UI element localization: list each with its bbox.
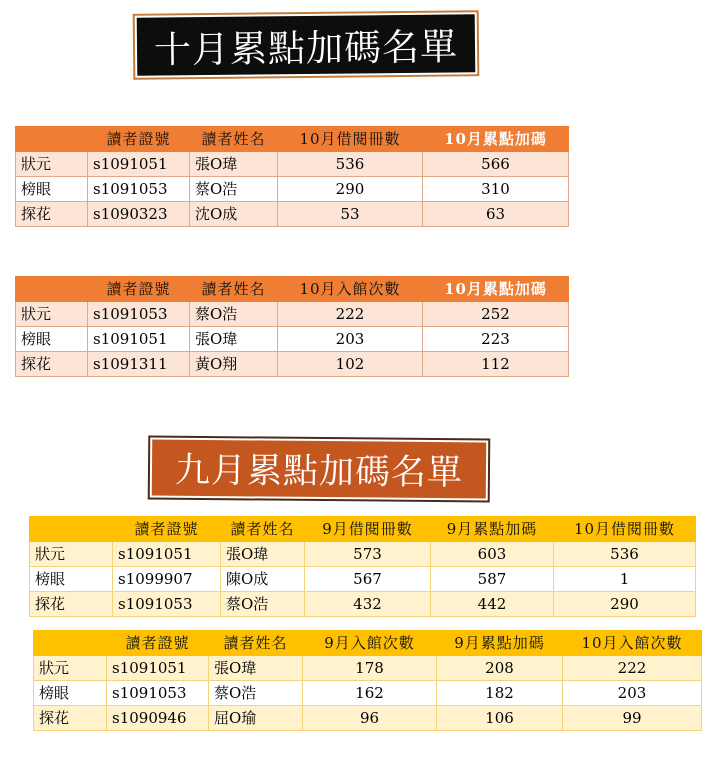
reader-name-cell: 黃O翔 bbox=[190, 352, 278, 377]
reader-id-cell: s1091051 bbox=[88, 152, 190, 177]
header-cell: 讀者姓名 bbox=[190, 127, 278, 152]
value-cell: 536 bbox=[278, 152, 423, 177]
value-cell: 290 bbox=[554, 592, 696, 617]
rank-cell: 榜眼 bbox=[16, 327, 88, 352]
value-cell: 203 bbox=[563, 681, 702, 706]
header-cell: 9月借閱冊數 bbox=[305, 517, 431, 542]
header-cell bbox=[34, 631, 107, 656]
header-cell: 10月累點加碼 bbox=[423, 277, 569, 302]
value-cell: 432 bbox=[305, 592, 431, 617]
header-cell: 讀者證號 bbox=[113, 517, 221, 542]
header-cell: 9月累點加碼 bbox=[431, 517, 554, 542]
header-cell: 10月借閱冊數 bbox=[554, 517, 696, 542]
reader-id-cell: s1091311 bbox=[88, 352, 190, 377]
table-row bbox=[16, 177, 569, 202]
rank-cell: 狀元 bbox=[16, 152, 88, 177]
rank-cell: 榜眼 bbox=[30, 567, 113, 592]
value-cell: 208 bbox=[437, 656, 563, 681]
value-cell: 587 bbox=[431, 567, 554, 592]
october-title: 十月累點加碼名單 bbox=[153, 25, 459, 72]
reader-id-cell: s1091053 bbox=[88, 177, 190, 202]
rank-cell: 榜眼 bbox=[16, 177, 88, 202]
header-cell bbox=[16, 127, 88, 152]
reader-id-cell: s1091051 bbox=[88, 327, 190, 352]
value-cell: 162 bbox=[303, 681, 437, 706]
reader-name-cell: 張O瑋 bbox=[221, 542, 305, 567]
september-title-banner bbox=[152, 440, 486, 499]
reader-name-cell: 蔡O浩 bbox=[190, 177, 278, 202]
table-row bbox=[30, 592, 696, 617]
header-cell: 10月入館次數 bbox=[563, 631, 702, 656]
rank-cell: 探花 bbox=[16, 202, 88, 227]
value-cell: 536 bbox=[554, 542, 696, 567]
value-cell: 222 bbox=[563, 656, 702, 681]
october-borrow-table bbox=[15, 126, 569, 227]
reader-id-cell: s1091053 bbox=[107, 681, 209, 706]
value-cell: 222 bbox=[278, 302, 423, 327]
header-cell: 9月累點加碼 bbox=[437, 631, 563, 656]
value-cell: 53 bbox=[278, 202, 423, 227]
rank-cell: 狀元 bbox=[30, 542, 113, 567]
value-cell: 223 bbox=[423, 327, 569, 352]
reader-name-cell: 蔡O浩 bbox=[190, 302, 278, 327]
september-visit-table bbox=[33, 630, 702, 731]
reader-id-cell: s1091051 bbox=[113, 542, 221, 567]
header-cell: 10月入館次數 bbox=[278, 277, 423, 302]
value-cell: 106 bbox=[437, 706, 563, 731]
table-header-row bbox=[30, 517, 696, 542]
rank-cell: 探花 bbox=[30, 592, 113, 617]
value-cell: 99 bbox=[563, 706, 702, 731]
reader-id-cell: s1090946 bbox=[107, 706, 209, 731]
value-cell: 442 bbox=[431, 592, 554, 617]
value-cell: 310 bbox=[423, 177, 569, 202]
rank-cell: 探花 bbox=[34, 706, 107, 731]
value-cell: 603 bbox=[431, 542, 554, 567]
table-row bbox=[34, 706, 702, 731]
reader-name-cell: 張O瑋 bbox=[190, 152, 278, 177]
value-cell: 252 bbox=[423, 302, 569, 327]
value-cell: 102 bbox=[278, 352, 423, 377]
reader-name-cell: 張O瑋 bbox=[190, 327, 278, 352]
reader-name-cell: 沈O成 bbox=[190, 202, 278, 227]
september-borrow-table bbox=[29, 516, 696, 617]
reader-id-cell: s1091051 bbox=[107, 656, 209, 681]
value-cell: 567 bbox=[305, 567, 431, 592]
reader-name-cell: 蔡O浩 bbox=[209, 681, 303, 706]
table-row bbox=[34, 656, 702, 681]
reader-name-cell: 屈O瑜 bbox=[209, 706, 303, 731]
rank-cell: 狀元 bbox=[16, 302, 88, 327]
value-cell: 290 bbox=[278, 177, 423, 202]
reader-id-cell: s1091053 bbox=[88, 302, 190, 327]
header-cell bbox=[16, 277, 88, 302]
table-row bbox=[16, 202, 569, 227]
reader-name-cell: 蔡O浩 bbox=[221, 592, 305, 617]
header-cell bbox=[30, 517, 113, 542]
table-row bbox=[30, 542, 696, 567]
value-cell: 112 bbox=[423, 352, 569, 377]
october-title-banner bbox=[137, 14, 476, 76]
header-cell: 9月入館次數 bbox=[303, 631, 437, 656]
value-cell: 63 bbox=[423, 202, 569, 227]
reader-id-cell: s1090323 bbox=[88, 202, 190, 227]
reader-id-cell: s1091053 bbox=[113, 592, 221, 617]
table-header-row bbox=[16, 127, 569, 152]
reader-id-cell: s1099907 bbox=[113, 567, 221, 592]
value-cell: 203 bbox=[278, 327, 423, 352]
header-cell: 讀者姓名 bbox=[190, 277, 278, 302]
reader-name-cell: 張O瑋 bbox=[209, 656, 303, 681]
reader-name-cell: 陳O成 bbox=[221, 567, 305, 592]
value-cell: 566 bbox=[423, 152, 569, 177]
table-row bbox=[30, 567, 696, 592]
table-row bbox=[34, 681, 702, 706]
value-cell: 1 bbox=[554, 567, 696, 592]
table-row bbox=[16, 352, 569, 377]
september-title: 九月累點加碼名單 bbox=[174, 450, 464, 494]
rank-cell: 探花 bbox=[16, 352, 88, 377]
header-cell: 讀者證號 bbox=[88, 127, 190, 152]
value-cell: 182 bbox=[437, 681, 563, 706]
october-visit-table bbox=[15, 276, 569, 377]
rank-cell: 榜眼 bbox=[34, 681, 107, 706]
table-header-row bbox=[16, 277, 569, 302]
header-cell: 10月累點加碼 bbox=[423, 127, 569, 152]
value-cell: 573 bbox=[305, 542, 431, 567]
value-cell: 96 bbox=[303, 706, 437, 731]
header-cell: 讀者證號 bbox=[107, 631, 209, 656]
table-header-row bbox=[34, 631, 702, 656]
rank-cell: 狀元 bbox=[34, 656, 107, 681]
header-cell: 10月借閱冊數 bbox=[278, 127, 423, 152]
value-cell: 178 bbox=[303, 656, 437, 681]
table-row bbox=[16, 327, 569, 352]
header-cell: 讀者證號 bbox=[88, 277, 190, 302]
table-row bbox=[16, 152, 569, 177]
header-cell: 讀者姓名 bbox=[209, 631, 303, 656]
table-row bbox=[16, 302, 569, 327]
header-cell: 讀者姓名 bbox=[221, 517, 305, 542]
